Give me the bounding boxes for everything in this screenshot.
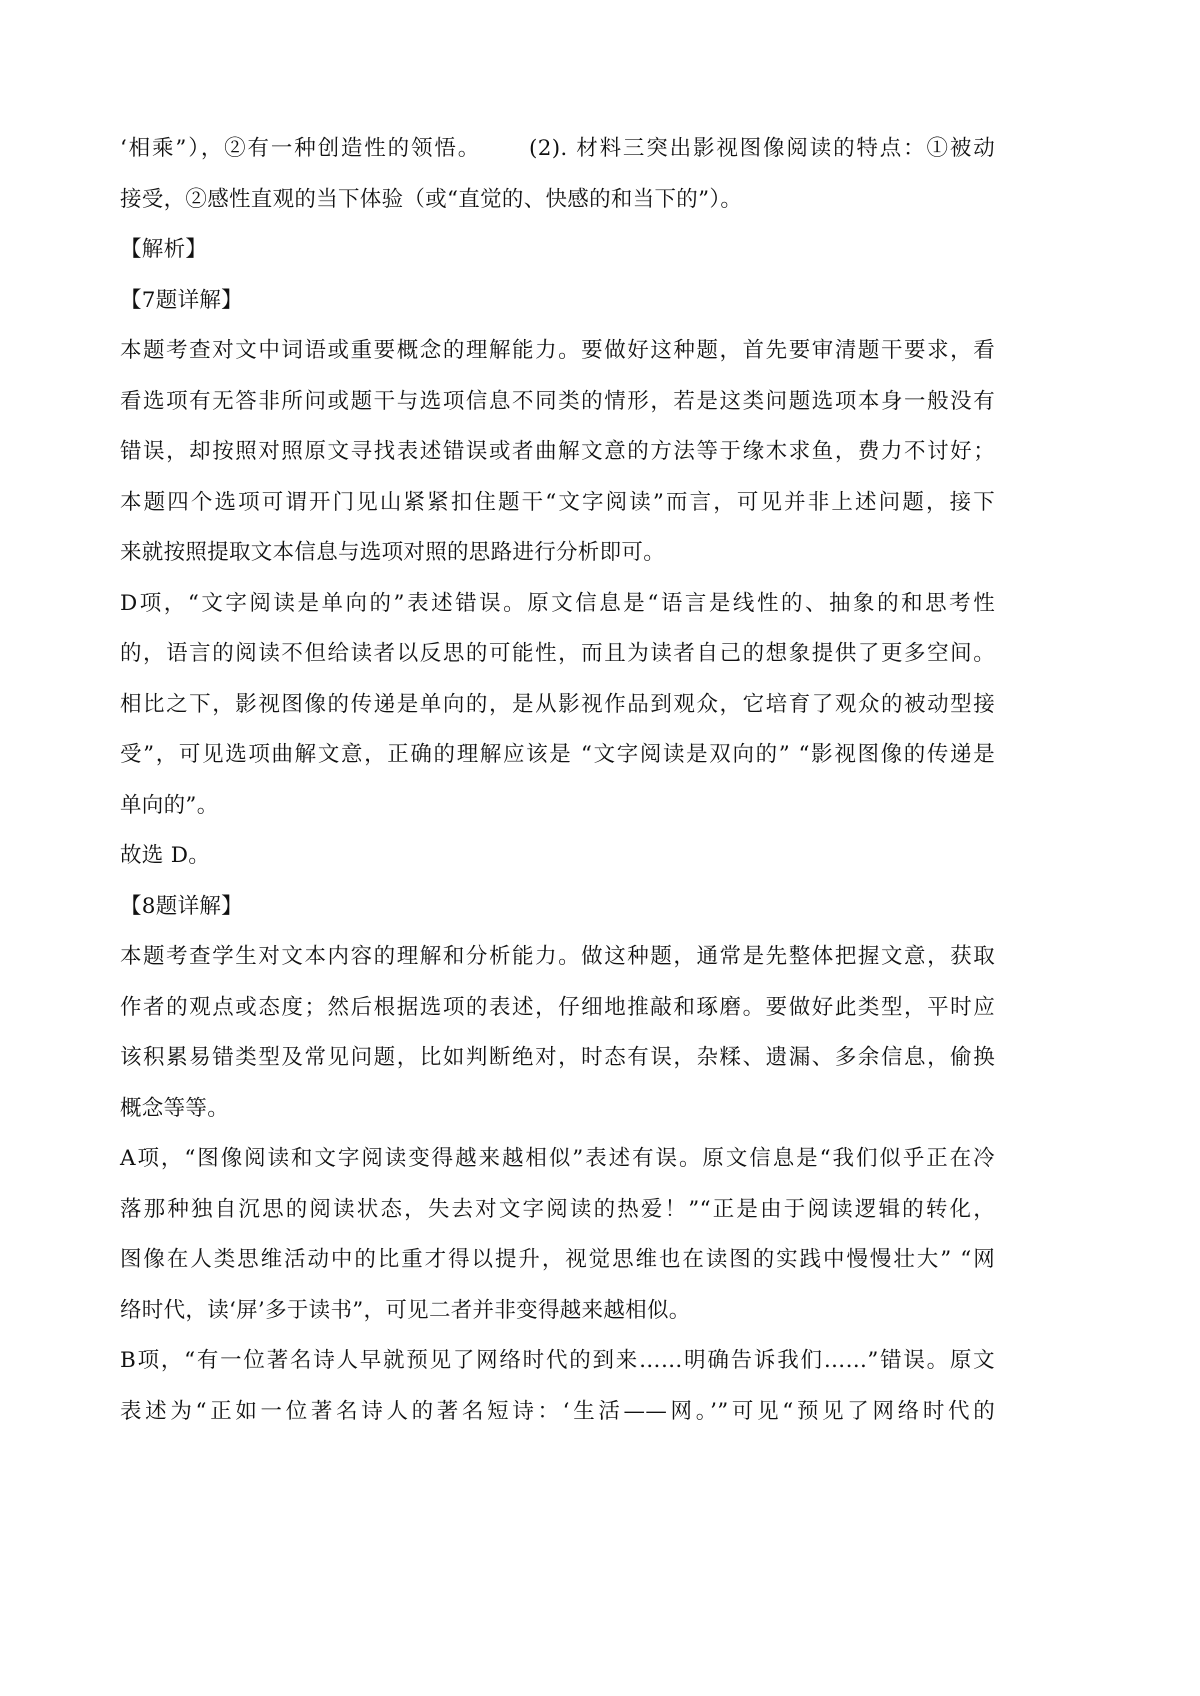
q7-line: 本题四个选项可谓开门见山紧紧扣住题干“文字阅读”而言，可见并非上述问题，接下: [120, 489, 995, 515]
answer-part-2: (2). 材料三突出影视图像阅读的特点：①被动: [529, 136, 995, 161]
q7-line: 错误，却按照对照原文寻找表述错误或者曲解文意的方法等于缘木求鱼，费力不讨好；: [120, 439, 995, 464]
q7-line: 看选项有无答非所问或题干与选项信息不同类的情形，若是这类问题选项本身一般没有: [120, 388, 995, 414]
q7-line: 的，语言的阅读不但给读者以反思的可能性，而且为读者自己的想象提供了更多空间。: [120, 641, 995, 666]
q7-heading: 【7题详解】: [120, 287, 243, 313]
q8-line: 作者的观点或态度；然后根据选项的表述，仔细地推敲和琢磨。要做好此类型，平时应: [120, 994, 995, 1020]
q7-line: D项，“文字阅读是单向的”表述错误。原文信息是“语言是线性的、抽象的和思考性: [120, 590, 995, 616]
q8-line: A项，“图像阅读和文字阅读变得越来越相似”表述有误。原文信息是“我们似乎正在冷: [120, 1146, 995, 1171]
q7-line: 本题考查对文中词语或重要概念的理解能力。要做好这种题，首先要审清题干要求，看: [120, 338, 995, 363]
q8-line: 本题考查学生对文本内容的理解和分析能力。做这种题，通常是先整体把握文意，获取: [120, 944, 995, 969]
q8-line: B项，“有一位著名诗人早就预见了网络时代的到来……明确告诉我们……”错误。原文: [120, 1348, 995, 1373]
q8-line: 该积累易错类型及常见问题，比如判断绝对，时态有误，杂糅、遗漏、多余信息，偷换: [120, 1045, 995, 1070]
q8-line: 表述为“正如一位著名诗人的著名短诗：‘生活——网。’”可见“预见了网络时代的: [120, 1398, 995, 1424]
q8-line: 图像在人类思维活动中的比重才得以提升，视觉思维也在读图的实践中慢慢壮大” “网: [120, 1247, 995, 1272]
q7-line: 单向的”。: [120, 792, 219, 818]
answer-line-1: [120, 124, 995, 175]
q8-heading: 【8题详解】: [120, 893, 243, 919]
q8-line: 落那种独自沉思的阅读状态，失去对文字阅读的热爱！”“正是由于阅读逻辑的转化，: [120, 1196, 995, 1222]
answer-part-1: ‘相乘”），②有一种创造性的领悟。: [120, 136, 482, 161]
q8-line: 络时代，读‘屏’多于读书”，可见二者并非变得越来越相似。: [120, 1297, 691, 1323]
q7-line: 受”，可见选项曲解文意，正确的理解应该是 “文字阅读是双向的” “影视图像的传递是: [120, 742, 995, 767]
answer-line-2: 接受，②感性直观的当下体验（或“直觉的、快感的和当下的”）。: [120, 186, 743, 212]
q7-line: 相比之下，影视图像的传递是单向的，是从影视作品到观众，它培育了观众的被动型接: [120, 691, 995, 717]
q8-line: 概念等等。: [120, 1095, 230, 1121]
analysis-heading: 【解析】: [120, 237, 208, 262]
q7-conclusion: 故选 D。: [120, 843, 211, 868]
q7-line: 来就按照提取文本信息与选项对照的思路进行分析即可。: [120, 540, 666, 565]
document-body: [120, 124, 995, 1437]
